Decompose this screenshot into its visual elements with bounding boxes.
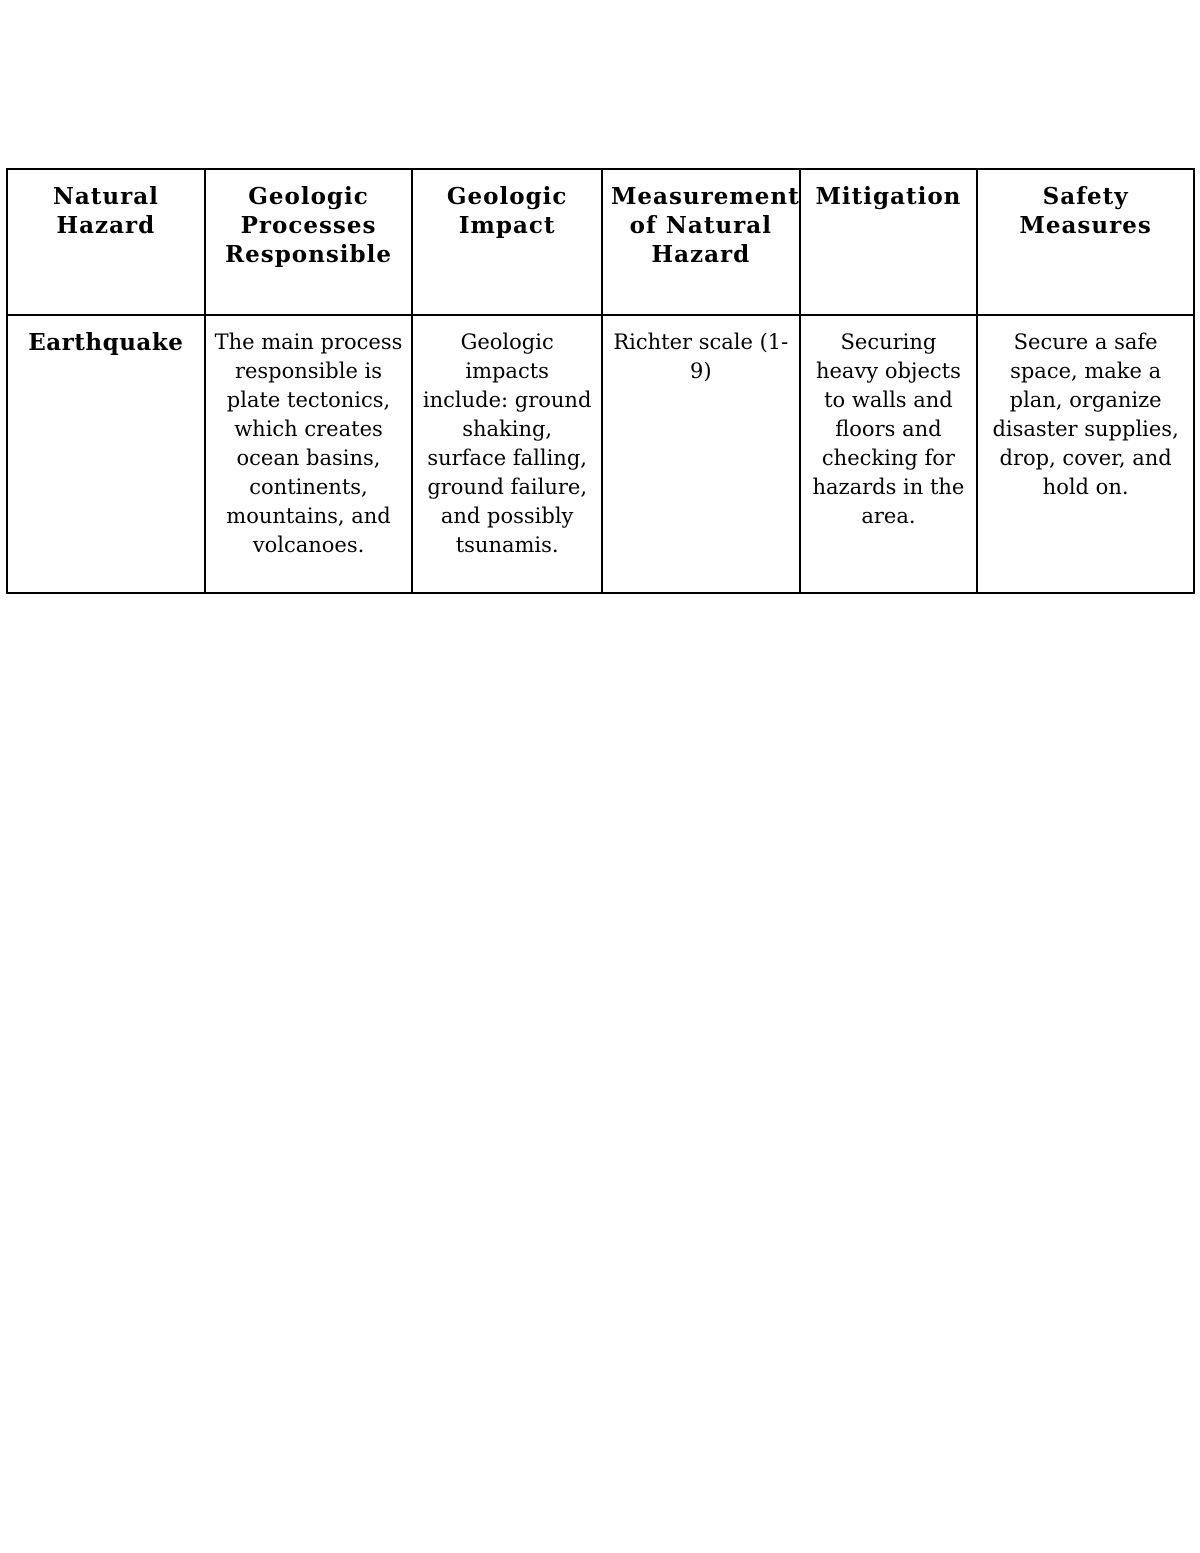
natural-hazard-table <box>6 168 1195 594</box>
table-row <box>7 315 1194 593</box>
header-safety-measures: Safety Measures <box>977 169 1194 315</box>
header-geologic-processes: Geologic Processes Responsible <box>205 169 413 315</box>
cell-hazard-name: Earthquake <box>7 315 205 593</box>
header-measurement: Measurement of Natural Hazard <box>602 169 800 315</box>
header-mitigation: Mitigation <box>800 169 978 315</box>
cell-safety-measures: Secure a safe space, make a plan, organize disaster supplies, drop, cover, and hold on. <box>977 315 1194 593</box>
header-natural-hazard: Natural Hazard <box>7 169 205 315</box>
cell-geologic-processes: The main process responsible is plate tectonics, which creates ocean basins, continents, mountains, and volcanoes. <box>205 315 413 593</box>
table-header-row <box>7 169 1194 315</box>
cell-measurement: Richter scale (1-9) <box>602 315 800 593</box>
cell-mitigation: Securing heavy objects to walls and floors and checking for hazards in the area. <box>800 315 978 593</box>
cell-geologic-impact: Geologic impacts include: ground shaking, surface falling, ground failure, and possibly tsunamis. <box>412 315 602 593</box>
header-geologic-impact: Geologic Impact <box>412 169 602 315</box>
